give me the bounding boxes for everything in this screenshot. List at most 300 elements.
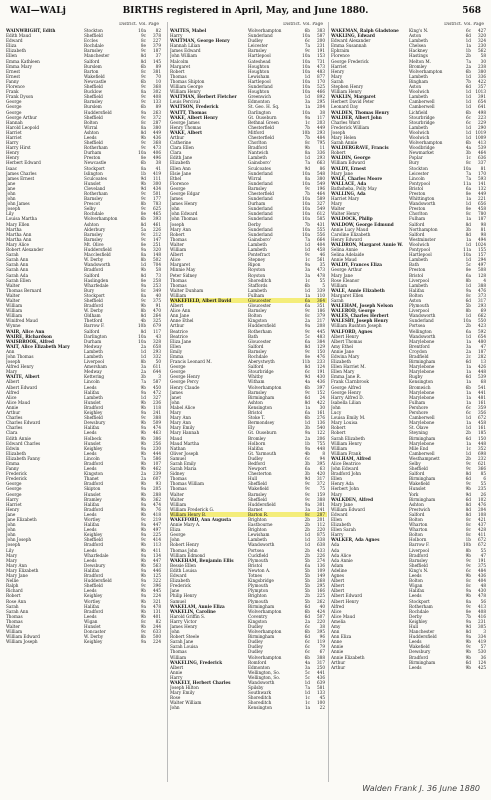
entry-page: 89 — [155, 63, 161, 69]
entry-page: 133 — [153, 99, 161, 105]
entry-district: Wharton — [409, 522, 428, 528]
entry-volume: 7a — [304, 236, 310, 242]
entry-name: John — [6, 191, 16, 196]
entry-page: 258 — [153, 277, 161, 283]
entry-name: Louisa Martha — [6, 216, 37, 222]
entry-volume: 7b — [465, 613, 471, 619]
entry-name: Albert — [331, 588, 345, 594]
entry-district: Birmingham — [409, 476, 436, 482]
entry-page: 82 — [155, 618, 161, 624]
entry-name: George Henry — [331, 389, 362, 395]
entry-volume: 9a — [465, 588, 471, 594]
entry-name: Emma Jane R. — [331, 374, 361, 380]
entry-district: Wolverhampton — [248, 654, 282, 660]
entry-page: 324 — [478, 38, 486, 44]
entry-page: 587 — [153, 379, 161, 385]
entry-name: Florence — [170, 180, 189, 186]
entry-district: Burslem — [84, 104, 102, 110]
entry-volume: 9a — [304, 323, 310, 329]
entry-name: William — [170, 292, 187, 298]
entry-district: Keighley — [84, 445, 103, 451]
entry-district: Leeds — [84, 527, 97, 533]
entry-name: Janet — [170, 394, 182, 400]
entry-district: Plymouth — [409, 303, 430, 309]
entry-district: Marylebone — [409, 389, 435, 395]
entry-district: Bolton — [409, 517, 423, 522]
entry-page: 48 — [480, 583, 486, 589]
entry-name: Caroline Elizabeth — [331, 231, 371, 237]
entry-district: Sheffield — [248, 481, 267, 487]
entry-volume: 2a — [304, 435, 310, 441]
entry-volume: 9d — [465, 623, 471, 629]
entry-page: 458 — [478, 420, 486, 426]
entry-page: 241 — [317, 506, 325, 512]
entry-volume: 9d — [304, 476, 310, 482]
entry-volume: 1a — [465, 364, 471, 370]
entry-name: James Ernest — [6, 175, 35, 181]
entry-page: 217 — [317, 318, 325, 324]
entry-page: 250 — [317, 664, 325, 670]
entry-page: 509 — [153, 420, 161, 426]
entry-volume: 9b — [465, 573, 471, 579]
entry-district: Prescot — [84, 201, 100, 207]
entry-name: Minnie May — [170, 267, 196, 273]
entry-district: Bolton — [409, 578, 423, 584]
entry-page: 368 — [153, 84, 161, 90]
entry-volume: 8a — [140, 252, 146, 258]
entry-name: Albert — [170, 664, 184, 670]
entry-volume: 3b — [140, 374, 146, 380]
entry-name: WAITE, Albert — [6, 374, 40, 380]
entry-volume: 6a — [304, 297, 310, 303]
entry-volume: 9b — [465, 552, 471, 558]
entry-name: WAKELY, Herbert Charles — [170, 680, 231, 685]
entry-district: Chelsea — [409, 43, 426, 49]
entry-name: Walter Dunham — [170, 287, 204, 293]
entry-page: 226 — [317, 552, 325, 558]
entry-page: 437 — [478, 522, 486, 528]
entry-district: Wakefield — [409, 644, 430, 650]
entry-volume: 9b — [465, 593, 471, 599]
entry-district: Preston — [409, 267, 426, 273]
entry-page: 484 — [478, 567, 486, 573]
entry-district: Wolverhampton — [248, 384, 282, 390]
entry-district: Wolverhampton — [248, 608, 282, 614]
entry-name: Clara — [170, 150, 182, 156]
entry-name: WAKEFIELD, Albert David — [170, 297, 232, 303]
entry-page: 253 — [153, 282, 161, 288]
entry-district: Edmonton — [248, 99, 270, 105]
entry-district: Barnsley — [84, 196, 103, 202]
entry-district: Birmingham — [409, 435, 436, 441]
entry-district: Pontypool — [409, 180, 430, 186]
entry-page: 122 — [317, 430, 325, 436]
entry-volume: 8c — [465, 211, 471, 217]
entry-volume: 8b — [465, 277, 471, 283]
entry-district: Shoreditch — [248, 700, 272, 706]
entry-district: Eccles — [84, 38, 98, 44]
entry-volume: 7a — [304, 160, 310, 166]
entry-volume: 8d — [465, 231, 471, 237]
entry-district: Sheffield — [409, 466, 428, 472]
entry-volume: 9c — [140, 297, 146, 303]
entry-district: Manchester — [409, 629, 435, 635]
entry-name: Albert Edward — [6, 384, 38, 390]
entry-name: John — [6, 196, 16, 202]
entry-district: Haslingden — [84, 277, 109, 283]
entry-volume: 9d — [140, 175, 146, 181]
entry-district: Royston — [248, 272, 266, 278]
entry-volume: 10a — [302, 84, 310, 90]
entry-volume: 1d — [140, 348, 146, 354]
entry-volume: 4a — [465, 145, 471, 151]
entry-district: Totnes — [248, 573, 262, 579]
entry-page: 67 — [319, 649, 325, 655]
entry-page: 388 — [478, 282, 486, 288]
entry-page: 662 — [478, 313, 486, 319]
entry-name: William Henry — [170, 89, 201, 95]
entry-page: 293 — [153, 348, 161, 354]
entry-volume: 1b — [465, 48, 471, 54]
entry-name: Hannah Lilian — [170, 43, 201, 49]
entry-page: 388 — [153, 415, 161, 421]
entry-volume: 9b — [140, 613, 146, 619]
entry-volume: 9c — [140, 236, 146, 242]
entry-page: 507 — [317, 613, 325, 619]
entry-district: Hunslet — [84, 399, 101, 405]
entry-volume: 3a — [304, 506, 310, 512]
entry-name: Alfred — [331, 603, 345, 609]
entry-name: Harry Hirst — [6, 145, 31, 151]
entry-district: Wharfedale — [84, 552, 109, 558]
entry-name: Arthur — [331, 659, 346, 665]
entry-volume: 8d — [140, 53, 146, 59]
entry-volume: 7a — [465, 58, 471, 64]
entry-volume: 10b — [301, 129, 310, 135]
entry-district: Kensington — [409, 379, 433, 385]
entry-page: 464 — [317, 191, 325, 196]
entry-district: Medway — [84, 369, 102, 375]
entry-page: 393 — [153, 216, 161, 222]
entry-volume: 6c — [465, 114, 471, 120]
entry-volume: 9c — [140, 114, 146, 120]
entry-name: George Frederick — [331, 58, 369, 64]
entry-volume: 1d — [465, 425, 471, 431]
entry-name: Elizabeth — [331, 522, 351, 528]
entry-volume: 9a — [140, 603, 146, 609]
entry-name: Alice Beatrice — [331, 460, 361, 466]
entry-page: 404 — [478, 578, 486, 584]
entry-name: John — [6, 527, 16, 533]
entry-district: Halifax — [248, 445, 264, 451]
entry-district: Keighley — [84, 410, 103, 416]
entry-volume: 6d — [465, 435, 471, 441]
entry-volume: 3a — [304, 267, 310, 273]
entry-district: Romford — [248, 659, 267, 665]
entry-name: Frank — [6, 89, 19, 95]
entry-page: 244 — [153, 623, 161, 629]
entry-district: Leicester — [409, 170, 429, 176]
entry-name: Mary Emily — [170, 425, 195, 431]
entry-page: 153 — [317, 53, 325, 59]
entry-district: Aberystwyth — [248, 359, 275, 365]
entry-page: 141 — [478, 180, 486, 186]
entry-district: Skipton — [84, 486, 101, 492]
entry-name: WALE, Charles Moore — [331, 175, 383, 181]
entry-name: William — [6, 303, 23, 309]
entry-name: John — [170, 537, 180, 543]
entry-district: Barrow F. — [409, 542, 430, 548]
entry-district: Hull — [248, 476, 258, 482]
entry-volume: 8b — [140, 634, 146, 640]
entry-volume: 8e — [140, 155, 146, 161]
entry-volume: 9a — [140, 552, 146, 558]
entry-volume: 4b — [304, 450, 310, 456]
entry-name: James Henry — [170, 201, 198, 207]
entry-name: WALE, Annie Elizabeth — [331, 287, 385, 293]
entry-page: 293 — [317, 155, 325, 161]
entry-name: Amy Ethel — [331, 343, 353, 349]
entry-district: Gt. Yarmouth — [248, 450, 277, 456]
entry-name: Beatrice — [170, 328, 188, 334]
entry-page: 473 — [153, 145, 161, 151]
entry-volume: 1d — [465, 450, 471, 456]
entry-name: Harry — [170, 33, 183, 39]
entry-page: 233 — [317, 359, 325, 365]
entry-district: Huddersfield — [409, 634, 437, 640]
entry-district: Birmingham — [409, 496, 436, 502]
entry-page: 436 — [153, 134, 161, 140]
entry-name: WALDRON, Margaret Annie W. — [331, 241, 403, 247]
entry-name: Walter — [6, 297, 20, 303]
entry-district: Lincoln — [409, 175, 425, 181]
entry-district: Huddersfield — [84, 247, 112, 253]
entry-volume: 5b — [304, 573, 310, 579]
entry-name: Annie — [170, 669, 183, 675]
entry-name: Jane — [6, 511, 16, 517]
entry-volume: 9c — [140, 99, 146, 105]
entry-page: 378 — [153, 33, 161, 39]
entry-page: 581 — [317, 685, 325, 691]
entry-volume: 1d — [304, 542, 310, 548]
entry-name: John — [170, 629, 180, 635]
entry-district: Sheffield — [248, 496, 267, 502]
entry-district: Salford — [84, 58, 100, 64]
entry-name: Frank Clarnbrook — [331, 379, 369, 385]
entry-district: Rochdale — [248, 354, 268, 359]
entry-district: Bromwich — [409, 384, 431, 390]
entry-district: Liverpool — [409, 308, 430, 314]
entry-district: Wharfedale — [84, 282, 109, 288]
entry-district: Huddersfield — [84, 578, 112, 584]
entry-page: 225 — [153, 532, 161, 538]
entry-volume: 6c — [304, 38, 310, 44]
entry-name: Walter William — [170, 700, 202, 706]
entry-page: 607 — [153, 476, 161, 482]
entry-volume: 9c — [465, 481, 471, 487]
entry-page: 731 — [317, 58, 325, 64]
entry-name: WALLING, Ada — [331, 191, 366, 196]
entry-name: WALKDEN, Alfred — [331, 496, 374, 502]
entry-volume: 8c — [304, 140, 310, 146]
entry-volume: 5b — [304, 583, 310, 589]
entry-name: Robert — [170, 68, 185, 74]
entry-volume: 3b — [304, 471, 310, 477]
entry-page: 251 — [153, 241, 161, 247]
entry-name: Alice Ann — [170, 308, 191, 314]
entry-name: Edwina Mary — [331, 354, 360, 359]
entry-district: King's N. — [409, 28, 429, 33]
entry-volume: 6d — [465, 359, 471, 365]
entry-name: Joseph — [6, 359, 21, 365]
entry-district: Bramley — [84, 496, 102, 502]
entry-volume: 8d — [304, 343, 310, 349]
entry-district: Bradford — [84, 303, 104, 309]
entry-name: Albert — [170, 252, 184, 258]
entry-district: Northampton — [409, 226, 438, 232]
entry-volume: 1b — [304, 440, 310, 446]
entry-volume: 8b — [140, 308, 146, 314]
entry-volume: 8a — [140, 292, 146, 298]
entry-volume: 1d — [465, 124, 471, 130]
entry-district: Bradfield — [409, 354, 429, 359]
entry-volume: 9c — [465, 557, 471, 563]
entry-page: 408 — [478, 608, 486, 614]
entry-name: George Arthur — [331, 267, 362, 273]
entry-district: Holbeck — [84, 435, 102, 441]
entry-volume: 8d — [465, 501, 471, 507]
entry-page: 98 — [480, 231, 486, 237]
entry-volume: 1a — [465, 236, 471, 242]
entry-page: 47 — [480, 552, 486, 558]
entry-name: Edward Charles — [6, 440, 41, 446]
entry-volume: 10a — [302, 53, 310, 59]
entry-district: Salford — [409, 231, 425, 237]
entry-district: Houghton — [248, 68, 270, 74]
entry-page: 203 — [317, 119, 325, 125]
entry-name: Mary Alice — [6, 241, 30, 247]
entry-district: Sheffield — [84, 297, 103, 303]
entry-name: Ada — [331, 542, 340, 548]
entry-district: Lambeth — [248, 537, 267, 543]
entry-page: 317 — [317, 659, 325, 665]
entry-volume: 9a — [140, 567, 146, 573]
entry-district: Bradford — [84, 460, 104, 466]
entry-district: Shoreditch — [248, 695, 272, 701]
entry-page: 332 — [153, 354, 161, 359]
entry-district: Wigan — [409, 583, 423, 589]
entry-district: Salford — [248, 343, 264, 349]
entry-district: Lewisham — [248, 73, 270, 79]
entry-page: 698 — [478, 450, 486, 456]
entry-page: 423 — [478, 323, 486, 329]
entry-volume: 2b — [304, 593, 310, 599]
entry-district: Ashton — [84, 221, 99, 227]
entry-name: William — [331, 282, 348, 288]
entry-page: 231 — [317, 43, 325, 49]
entry-name: WAKELIN, Caroline — [170, 608, 216, 614]
entry-name: Thomas — [170, 649, 187, 655]
entry-volume: 8c — [140, 68, 146, 74]
entry-name: Sarah Louisa — [170, 644, 198, 650]
entry-district: Newmarket — [409, 150, 434, 156]
entry-name: George — [170, 364, 186, 370]
entry-name: Thomas — [170, 236, 187, 242]
entry-page: 380 — [317, 175, 325, 181]
entry-district: Bingham — [409, 78, 428, 84]
entry-name: WALHAM, Alfred — [331, 455, 371, 461]
entry-page: 317 — [317, 476, 325, 482]
entry-volume: 7a — [140, 379, 146, 385]
entry-page: 50 — [155, 359, 161, 365]
entry-volume: 6b — [140, 216, 146, 222]
entry-district: Kettering — [84, 374, 105, 380]
entry-district: Bromley — [409, 63, 427, 69]
entry-volume: 8c — [140, 287, 146, 293]
entry-volume: 3b — [304, 425, 310, 431]
entry-page: 3 — [158, 374, 161, 380]
entry-page: 149 — [317, 573, 325, 579]
entry-name: Annie — [331, 649, 344, 655]
entry-name: Harold Griffin S. — [170, 613, 206, 619]
entry-district: Bolton — [248, 313, 262, 319]
entry-name: WAISBROOK, Alfred — [6, 338, 54, 344]
entry-page: 561 — [317, 257, 325, 263]
entry-page: 474 — [153, 425, 161, 431]
entry-volume: 9b — [465, 486, 471, 492]
entry-district: Leeds — [84, 450, 97, 456]
entry-district: Lambeth — [84, 348, 103, 354]
entry-name: WAITT, Thomas — [170, 109, 207, 115]
entry-volume: 7a — [304, 685, 310, 691]
entry-name: Mary Jane — [331, 501, 353, 507]
entry-name: Ellen Ann — [170, 165, 191, 171]
entry-page: 388 — [317, 496, 325, 502]
entry-page: 586 — [153, 455, 161, 461]
entry-page: 238 — [478, 63, 486, 69]
entry-volume: 9c — [304, 481, 310, 487]
entry-district: Preston — [409, 191, 426, 196]
entry-page: 170 — [317, 78, 325, 84]
entry-volume: 6c — [304, 644, 310, 650]
entry-page: 38 — [155, 160, 161, 166]
entry-district: Sunderland — [248, 170, 273, 176]
entry-page: 541 — [478, 384, 486, 390]
entry-page: 58 — [480, 53, 486, 59]
entry-page: 592 — [478, 328, 486, 334]
entry-district: Whitby — [248, 374, 264, 380]
entry-page: 161 — [317, 410, 325, 416]
entry-page: 328 — [153, 338, 161, 344]
entry-name: Harriet — [6, 129, 22, 135]
entry-name: William Henry — [331, 440, 362, 446]
entry-volume: 9c — [304, 389, 310, 395]
entry-district: Stoke T. — [248, 415, 265, 421]
entry-page: 55 — [480, 481, 486, 487]
entry-name: Ephraim — [331, 48, 350, 54]
entry-page: 327 — [153, 394, 161, 400]
entry-name: Leonard Day — [331, 104, 359, 110]
entry-district: Macclesfield — [84, 252, 111, 258]
entry-name: Herbert John — [331, 486, 359, 492]
entry-page: 654 — [478, 333, 486, 339]
entry-name: George James — [170, 119, 200, 125]
entry-volume: 8b — [140, 201, 146, 207]
entry-volume: 10a — [463, 318, 471, 324]
entry-name: Mary Ann — [6, 562, 27, 568]
entry-page: 300 — [153, 180, 161, 186]
entry-page: 539 — [478, 374, 486, 380]
